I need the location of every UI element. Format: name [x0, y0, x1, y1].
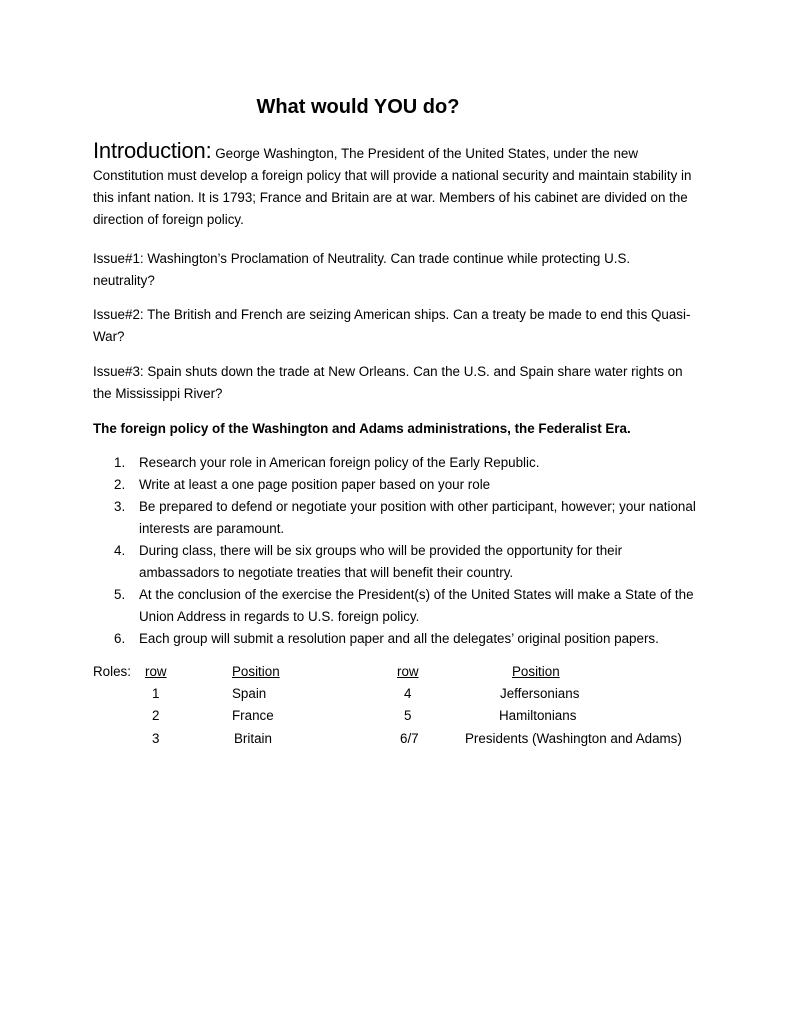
list-item-text: Be prepared to defend or negotiate your position with other participant, however; your national interests are paramount. — [139, 499, 696, 536]
page-title: What would YOU do? — [256, 96, 460, 118]
instructions-list — [93, 452, 703, 650]
list-item-text: During class, there will be six groups who will be provided the opportunity for their ambassadors to negotiate treaties that will benefit their country. — [139, 543, 623, 580]
roles-row-number: 6/7 — [400, 731, 419, 746]
roles-position: Spain — [232, 686, 267, 701]
roles-row-number: 1 — [152, 686, 160, 701]
list-item-number: 5. — [114, 587, 126, 602]
introduction-label: Introduction: — [93, 138, 212, 163]
list-item-text: Write at least a one page position paper based on your role — [139, 477, 491, 492]
list-item-text: Each group will submit a resolution paper and all the delegates’ original position papers. — [139, 631, 659, 646]
roles-header-position-right: Position — [512, 664, 560, 679]
roles-row-number: 2 — [152, 708, 160, 723]
roles-table — [93, 661, 713, 751]
roles-position: Britain — [234, 731, 272, 746]
introduction-paragraph — [93, 140, 693, 231]
roles-position: Hamiltonians — [499, 708, 577, 723]
list-item — [93, 540, 703, 584]
list-item — [93, 584, 703, 628]
list-item — [93, 452, 703, 474]
issue-2: Issue#2: The British and French are seizing American ships. Can a treaty be made to end this Quasi-War? — [93, 307, 691, 344]
list-item-number: 6. — [114, 631, 126, 646]
roles-position: France — [232, 708, 274, 723]
roles-header-row-right: row — [397, 664, 419, 679]
roles-header-row-left: row — [145, 664, 167, 679]
list-item — [93, 628, 703, 650]
roles-header-position-left: Position — [232, 664, 280, 679]
roles-position: Jeffersonians — [500, 686, 580, 701]
list-item-text: Research your role in American foreign policy of the Early Republic. — [139, 455, 540, 470]
list-item-number: 4. — [114, 543, 126, 558]
list-item-text: At the conclusion of the exercise the President(s) of the United States will make a State of the Union Address in regards to U.S. foreign policy. — [139, 587, 694, 624]
roles-label: Roles: — [93, 664, 131, 679]
roles-row-number: 4 — [404, 686, 412, 701]
introduction-text: George Washington, The President of the United States, under the new Constitution must develop a foreign policy that will provide a national security and maintain stability in this infant nation. It is 1793; France and Britain are at war. Members of his cabinet are divided on the direction of foreign policy. — [93, 146, 692, 227]
list-item — [93, 474, 703, 496]
list-item — [93, 496, 703, 540]
issue-3: Issue#3: Spain shuts down the trade at New Orleans. Can the U.S. and Spain share water rights on the Mississippi River? — [93, 364, 683, 401]
roles-row-number: 3 — [152, 731, 160, 746]
roles-position: Presidents (Washington and Adams) — [465, 731, 682, 746]
list-item-number: 2. — [114, 477, 126, 492]
foreign-policy-heading: The foreign policy of the Washington and Adams administrations, the Federalist Era. — [93, 421, 631, 436]
list-item-number: 3. — [114, 499, 126, 514]
roles-row-number: 5 — [404, 708, 412, 723]
issue-1: Issue#1: Washington’s Proclamation of Neutrality. Can trade continue while protecting U.S. neutrality? — [93, 251, 631, 288]
list-item-number: 1. — [114, 455, 126, 470]
